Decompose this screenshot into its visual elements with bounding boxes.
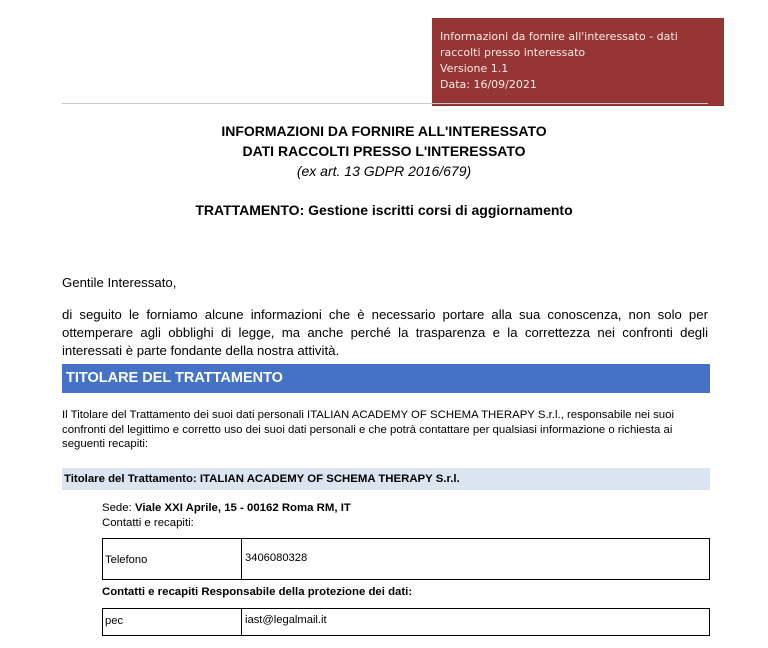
intro-paragraph: di seguito le forniamo alcune informazioni che è necessario portare alla sua conoscenza, non solo per ottemperare agli obblighi di legge, ma anche perché la trasparenza e la correttezza nei confronti degli interessati è parte fondante della nostra attività. bbox=[62, 307, 708, 358]
phone-key: Telefono bbox=[105, 554, 148, 566]
document-title-line-2: DATI RACCOLTI PRESSO L'INTERESSATO bbox=[242, 143, 526, 159]
address-line bbox=[102, 501, 351, 515]
pec-contact-row bbox=[102, 608, 710, 636]
phone-contact-row bbox=[102, 538, 710, 580]
phone-value: 3406080328 bbox=[245, 552, 308, 564]
document-legal-reference: (ex art. 13 GDPR 2016/679) bbox=[296, 163, 472, 179]
header-divider bbox=[62, 103, 708, 104]
pec-key: pec bbox=[105, 615, 124, 627]
badge-title-line-2: raccolti presso interessato bbox=[440, 46, 586, 59]
section-heading-data-controller: TITOLARE DEL TRATTAMENTO bbox=[62, 364, 710, 393]
cell-divider bbox=[241, 609, 242, 635]
data-controller-heading: Titolare del Trattamento: ITALIAN ACADEMY OF SCHEMA THERAPY S.r.l. bbox=[62, 468, 710, 490]
cell-divider bbox=[241, 539, 242, 579]
document-title-line-1: INFORMAZIONI DA FORNIRE ALL'INTERESSATO bbox=[221, 123, 547, 139]
treatment-title: TRATTAMENTO: Gestione iscritti corsi di aggiornamento bbox=[195, 202, 573, 218]
address-value: Viale XXI Aprile, 15 - 00162 Roma RM, IT bbox=[134, 502, 351, 514]
badge-version: Versione 1.1 bbox=[440, 62, 509, 75]
greeting: Gentile Interessato, bbox=[62, 275, 177, 290]
document-version-badge bbox=[432, 18, 724, 106]
badge-title-line-1: Informazioni da fornire all'interessato - dati bbox=[440, 30, 678, 43]
pec-email-value[interactable]: iast@legalmail.it bbox=[245, 614, 327, 626]
badge-date: Data: 16/09/2021 bbox=[440, 78, 537, 91]
contacts-label: Contatti e recapiti: bbox=[102, 517, 194, 529]
data-controller-paragraph: Il Titolare del Trattamento dei suoi dati personali ITALIAN ACADEMY OF SCHEMA THERAPY S.r.l., responsabile nei suoi confronti del legittimo e corretto uso dei suoi dati personali e che potrà contattare per qualsiasi informazione o richiesta ai seguenti recapiti: bbox=[62, 409, 674, 450]
dpo-contacts-heading: Contatti e recapiti Responsabile della protezione dei dati: bbox=[102, 586, 413, 598]
address-label: Sede: bbox=[102, 502, 135, 514]
